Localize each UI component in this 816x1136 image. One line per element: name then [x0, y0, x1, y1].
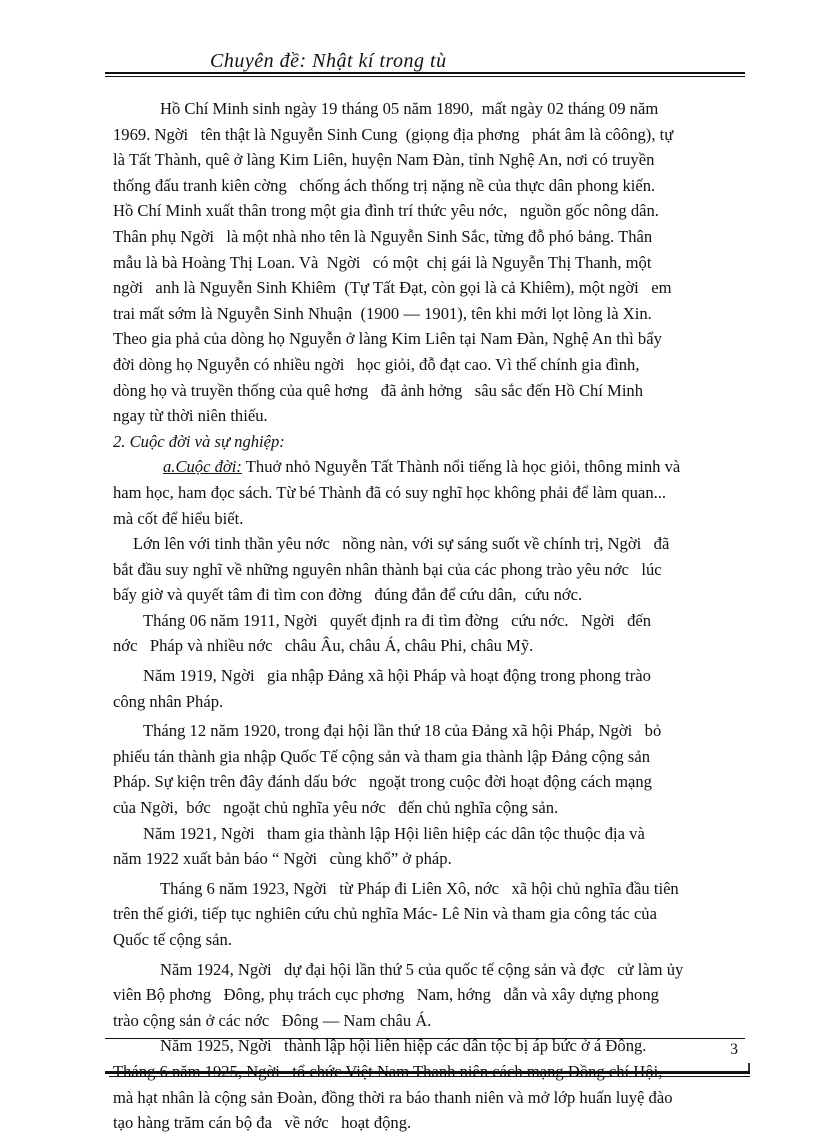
- text-line: Quốc tế cộng sản.: [113, 930, 232, 949]
- text-line: mà cốt để hiểu biết.: [113, 508, 244, 528]
- page-number: 3: [730, 1041, 738, 1058]
- text-line: [113, 454, 745, 480]
- subsection-label: a.Cuộc đời:: [163, 457, 242, 477]
- text-line: ham học, ham đọc sách. Từ bé Thành đã có suy nghĩ học không phải để làm quan...: [113, 482, 667, 502]
- text-line: của Ngời, bớc ngoặt chủ nghĩa yêu nớc đến chủ nghĩa cộng sản.: [113, 798, 559, 818]
- text-line: phiếu tán thành gia nhập Quốc Tế cộng sản và tham gia thành lập Đảng cộng sản: [113, 746, 650, 766]
- text-line: năm 1922 xuất bản báo “ Ngời cùng khổ” ở pháp.: [113, 849, 452, 869]
- section-heading: 2. Cuộc đời và sự nghiệp:: [113, 431, 285, 451]
- text-line: Năm 1924, Ngời dự đại hội lần thứ 5 của quốc tế cộng sản và đợc cử làm ủy: [160, 959, 684, 979]
- bottom-border-thin: [109, 1076, 750, 1077]
- text-line: 1969. Ngời tên thật là Nguyễn Sinh Cung (giọng địa phơng phát âm là côông), tự: [113, 124, 674, 144]
- text-line: công nhân Pháp.: [113, 691, 224, 711]
- text-line: mẫu là bà Hoàng Thị Loan. Và Ngời có một chị gái là Nguyễn Thị Thanh, một: [113, 252, 652, 272]
- text-line: ngời anh là Nguyễn Sinh Khiêm (Tự Tất Đạt, còn gọi là cả Khiêm), một ngời em: [113, 278, 672, 298]
- text-line: Tháng 6 năm 1923, Ngời từ Pháp đi Liên Xô, nớc xã hội chủ nghĩa đầu tiên: [160, 878, 679, 898]
- text-line: Tháng 6 năm 1925, Ngời tổ chức Việt Nam Thanh niên cách mạng Đồng chí Hội,: [113, 1061, 663, 1081]
- text-line: Thân phụ Ngời là một nhà nho tên là Nguyễn Sinh Sắc, từng đỗ phó bảng. Thân: [113, 226, 653, 246]
- text-line: trai mất sớm là Nguyễn Sinh Nhuận (1900 — 1901), tên khi mới lọt lòng là Xin.: [113, 303, 652, 323]
- text-span: Thuở nhỏ Nguyễn Tất Thành nổi tiếng là học giỏi, thông minh và: [241, 457, 681, 477]
- text-line: thống đấu tranh kiên cờng chống ách thống trị nặng nề của thực dân phong kiến.: [113, 175, 656, 195]
- text-line: Năm 1919, Ngời gia nhập Đảng xã hội Pháp và hoạt động trong phong trào: [143, 666, 651, 686]
- page-header-title: Chuyên đề: Nhật kí trong tù: [210, 50, 447, 72]
- text-line: đời dòng họ Nguyễn có nhiều ngời học giỏi, đỗ đạt cao. Vì thế chính gia đình,: [113, 354, 640, 374]
- text-line: Tháng 12 năm 1920, trong đại hội lần thứ 18 của Đảng xã hội Pháp, Ngời bỏ: [143, 721, 662, 741]
- text-line: trên thế giới, tiếp tục nghiên cứu chủ nghĩa Mác- Lê Nin và tham gia công tác của: [113, 904, 657, 924]
- text-line: Tháng 06 năm 1911, Ngời quyết định ra đi tìm đờng cứu nớc. Ngời đến: [143, 610, 652, 630]
- border-corner: [748, 1063, 750, 1071]
- text-line: trào cộng sản ở các nớc Đông — Nam châu Á.: [113, 1010, 432, 1030]
- text-line: Lớn lên với tinh thần yêu nớc nồng nàn, với sự sáng suốt về chính trị, Ngời đã: [133, 534, 670, 554]
- header-rule-thin: [105, 76, 745, 77]
- text-line: dòng họ và truyền thống của quê hơng đã ảnh hởng sâu sắc đến Hồ Chí Minh: [113, 380, 644, 400]
- text-line: Pháp. Sự kiện trên đây đánh dấu bớc ngoặt trong cuộc đời hoạt động cách mạng: [113, 772, 652, 792]
- text-line: nớc Pháp và nhiều nớc châu Âu, châu Á, châu Phi, châu Mỹ.: [113, 636, 534, 656]
- text-line: tạo hàng trăm cán bộ đa về nớc hoạt động.: [113, 1113, 412, 1133]
- text-line: bấy giờ và quyết tâm đi tìm con đờng đúng đắn để cứu dân, cứu nớc.: [113, 585, 583, 605]
- text-line: Năm 1925, Ngời thành lập hội liên hiệp các dân tộc bị áp bức ở á Đông.: [160, 1036, 647, 1056]
- text-line: bắt đầu suy nghĩ về những nguyên nhân thành bại của các phong trào yêu nớc lúc: [113, 559, 662, 579]
- text-line: Năm 1921, Ngời tham gia thành lập Hội liên hiệp các dân tộc thuộc địa và: [143, 823, 645, 843]
- text-line: Theo gia phả của dòng họ Nguyễn ở làng Kim Liên tại Nam Đàn, Nghệ An thì bẩy: [113, 329, 662, 349]
- text-line: ngay từ thời niên thiếu.: [113, 406, 268, 426]
- text-line: là Tất Thành, quê ở làng Kim Liên, huyện Nam Đàn, tỉnh Nghệ An, nơi có truyền: [113, 150, 655, 170]
- footer-rule: [105, 1038, 745, 1039]
- text-line: viên Bộ phơng Đông, phụ trách cục phơng Nam, hớng dẫn và xây dựng phong: [113, 985, 659, 1005]
- header-rule: [105, 72, 745, 74]
- document-body: [113, 96, 745, 1136]
- text-line: mà hạt nhân là cộng sản Đoàn, đồng thời ra báo thanh niên và mở lớp huấn luyệ đào: [113, 1087, 673, 1107]
- bottom-border-thick: [105, 1071, 750, 1074]
- text-line: Hồ Chí Minh sinh ngày 19 tháng 05 năm 1890, mất ngày 02 tháng 09 năm: [160, 99, 659, 118]
- text-line: Hồ Chí Minh xuất thân trong một gia đình trí thức yêu nớc, nguồn gốc nông dân.: [113, 201, 659, 221]
